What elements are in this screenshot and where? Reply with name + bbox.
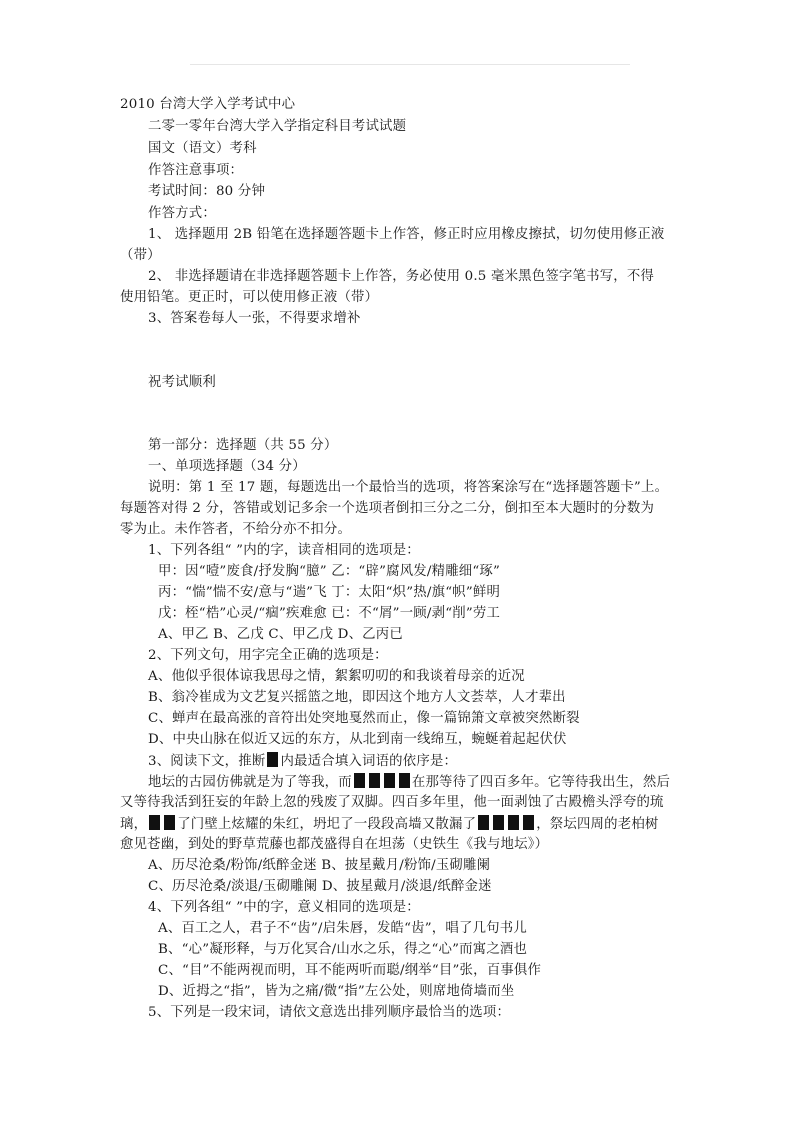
section-note-1: 说明：第 1 至 17 题，每题选出一个最恰当的选项，将答案涂写在“选择题答题卡”上。 xyxy=(148,480,669,495)
instruction-item-3: 3、答案卷每人一张，不得要求增补 xyxy=(148,311,361,326)
instruction-item-1: 1、 选择题用 2B 铅笔在选择题答题卡上作答，修正时应用橡皮擦拭，切勿使用修正液 xyxy=(148,227,665,242)
redaction-block xyxy=(164,815,175,830)
redaction-block xyxy=(384,773,395,788)
q3-passage-line-3 xyxy=(120,815,659,833)
redaction-block xyxy=(267,752,278,767)
q1-stem: 1、下列各组“ ”内的字，读音相同的选项是： xyxy=(148,543,420,558)
q3-stem xyxy=(148,752,457,770)
header-line-2: 二零一零年台湾大学入学指定科目考试试题 xyxy=(148,119,407,134)
redaction-block xyxy=(354,773,365,788)
q3-stem-end: 内最适合填入词语的依序是： xyxy=(280,754,458,769)
q1-options: A、甲乙 B、乙戊 C、甲乙戊 D、乙丙已 xyxy=(158,627,403,642)
q3-passage-line-4: 愈见苍幽，到处的野草荒藤也都茂盛得自在坦荡（史铁生《我与地坛》） xyxy=(120,837,549,852)
instruction-item-2: 2、 非选择题请在非选择题答题卡上作答，务必使用 0.5 毫米黑色签字笔书写，不得 xyxy=(148,269,655,284)
instruction-item-1-cont: （带） xyxy=(120,248,161,263)
redaction-block xyxy=(149,815,160,830)
instruction-item-2-cont: 使用铅笔。更正时，可以使用修正液（带） xyxy=(120,290,379,305)
q2-option-b: B、翁冷崔成为文艺复兴摇篮之地，即因这个地方人文荟萃，人才辈出 xyxy=(148,690,566,705)
q2-option-c: C、蝉声在最高涨的音符出处突地戛然而止，像一篇锦箫文章被突然断裂 xyxy=(148,711,580,726)
q3-options-2: C、历尽沧桑/淡退/玉砌雕阑 D、披星戴月/淡退/纸醉金迷 xyxy=(148,879,492,894)
top-rule xyxy=(190,64,630,65)
instructions-heading: 作答注意事项： xyxy=(148,163,244,178)
header-line-1: 2010 台湾大学入学考试中心 xyxy=(120,97,296,112)
redaction-block xyxy=(508,815,519,830)
section-note-2: 每题答对得 2 分，答错或划记多余一个选项者倒扣三分之二分，倒扣至本大题时的分数为 xyxy=(120,501,655,516)
redaction-block xyxy=(369,773,380,788)
q5-stem: 5、下列是一段宋词，请依文意选出排列顺序最恰当的选项： xyxy=(148,1005,511,1020)
redaction-block xyxy=(399,773,410,788)
q3-passage-line-2: 又等待我活到狂妄的年龄上忽的残废了双脚。四百多年里，他一面剥蚀了古殿檐头浮夸的琉 xyxy=(120,795,664,810)
exam-time: 考试时间：80 分钟 xyxy=(148,184,266,199)
wish-text: 祝考试顺利 xyxy=(148,375,216,390)
q4-stem: 4、下列各组“ ”中的字，意义相同的选项是： xyxy=(148,900,420,915)
redaction-block xyxy=(523,815,534,830)
q3-passage-1a: 地坛的古园仿佛就是为了等我，而 xyxy=(148,775,352,790)
q3-passage-3b: 了门壁上炫耀的朱红，坍圯了一段段高墙又散漏了 xyxy=(177,817,477,832)
q4-option-d: D、近拇之“指”，皆为之痛/微“指”左公处，则席地倚墙而坐 xyxy=(158,984,515,999)
q1-line-2: 丙：“惴”惴不安/意与“遄”飞 丁：太阳“炽”热/旗“帜”鲜明 xyxy=(158,585,501,600)
q3-passage-1b: 在那等待了四百多年。它等待我出生，然后 xyxy=(411,775,671,790)
q1-line-1: 甲：因“噎”废食/抒发胸“臆” 乙：“辟”腐风发/精雕细“琢” xyxy=(158,564,501,579)
q3-passage-line-1 xyxy=(148,773,670,791)
redaction-block xyxy=(478,815,489,830)
q3-stem-start: 3、阅读下文，推断 xyxy=(148,754,266,769)
redaction-block xyxy=(493,815,504,830)
header-line-3: 国文（语文）考科 xyxy=(148,141,257,156)
q2-option-d: D、中央山脉在似近又远的东方，从北到南一线绵互，蜿蜒着起起伏伏 xyxy=(148,732,567,747)
q4-option-c: C、“目”不能两视而明，耳不能两听而聪/纲举“目”张，百事俱作 xyxy=(158,963,542,978)
q3-passage-3c: ，祭坛四周的老柏树 xyxy=(536,817,659,832)
q4-option-b: B、“心”凝形释，与万化冥合/山水之乐，得之“心”而寓之酒也 xyxy=(158,942,528,957)
q4-option-a: A、百工之人，君子不“齿”/启朱唇，发皓“齿”，唱了几句书儿 xyxy=(158,921,527,936)
q2-option-a: A、他似乎很体谅我思母之情，絮絮叨叨的和我谈着母亲的近况 xyxy=(148,669,525,684)
q1-line-3: 戊：桎“梏”心灵/“痼”疾难愈 已：不“屑”一顾/剥“削”劳工 xyxy=(158,606,501,621)
section-title: 一、单项选择题（34 分） xyxy=(148,459,306,474)
section-note-3: 零为止。未作答者，不给分亦不扣分。 xyxy=(120,522,352,537)
part1-title: 第一部分：选择题（共 55 分） xyxy=(148,438,338,453)
answer-method: 作答方式： xyxy=(148,206,216,221)
q3-passage-3a: 璃， xyxy=(120,817,148,832)
q3-options-1: A、历尽沧桑/粉饰/纸醉金迷 B、披星戴月/粉饰/玉砌雕阑 xyxy=(148,858,491,873)
q2-stem: 2、下列文句，用字完全正确的选项是： xyxy=(148,648,388,663)
